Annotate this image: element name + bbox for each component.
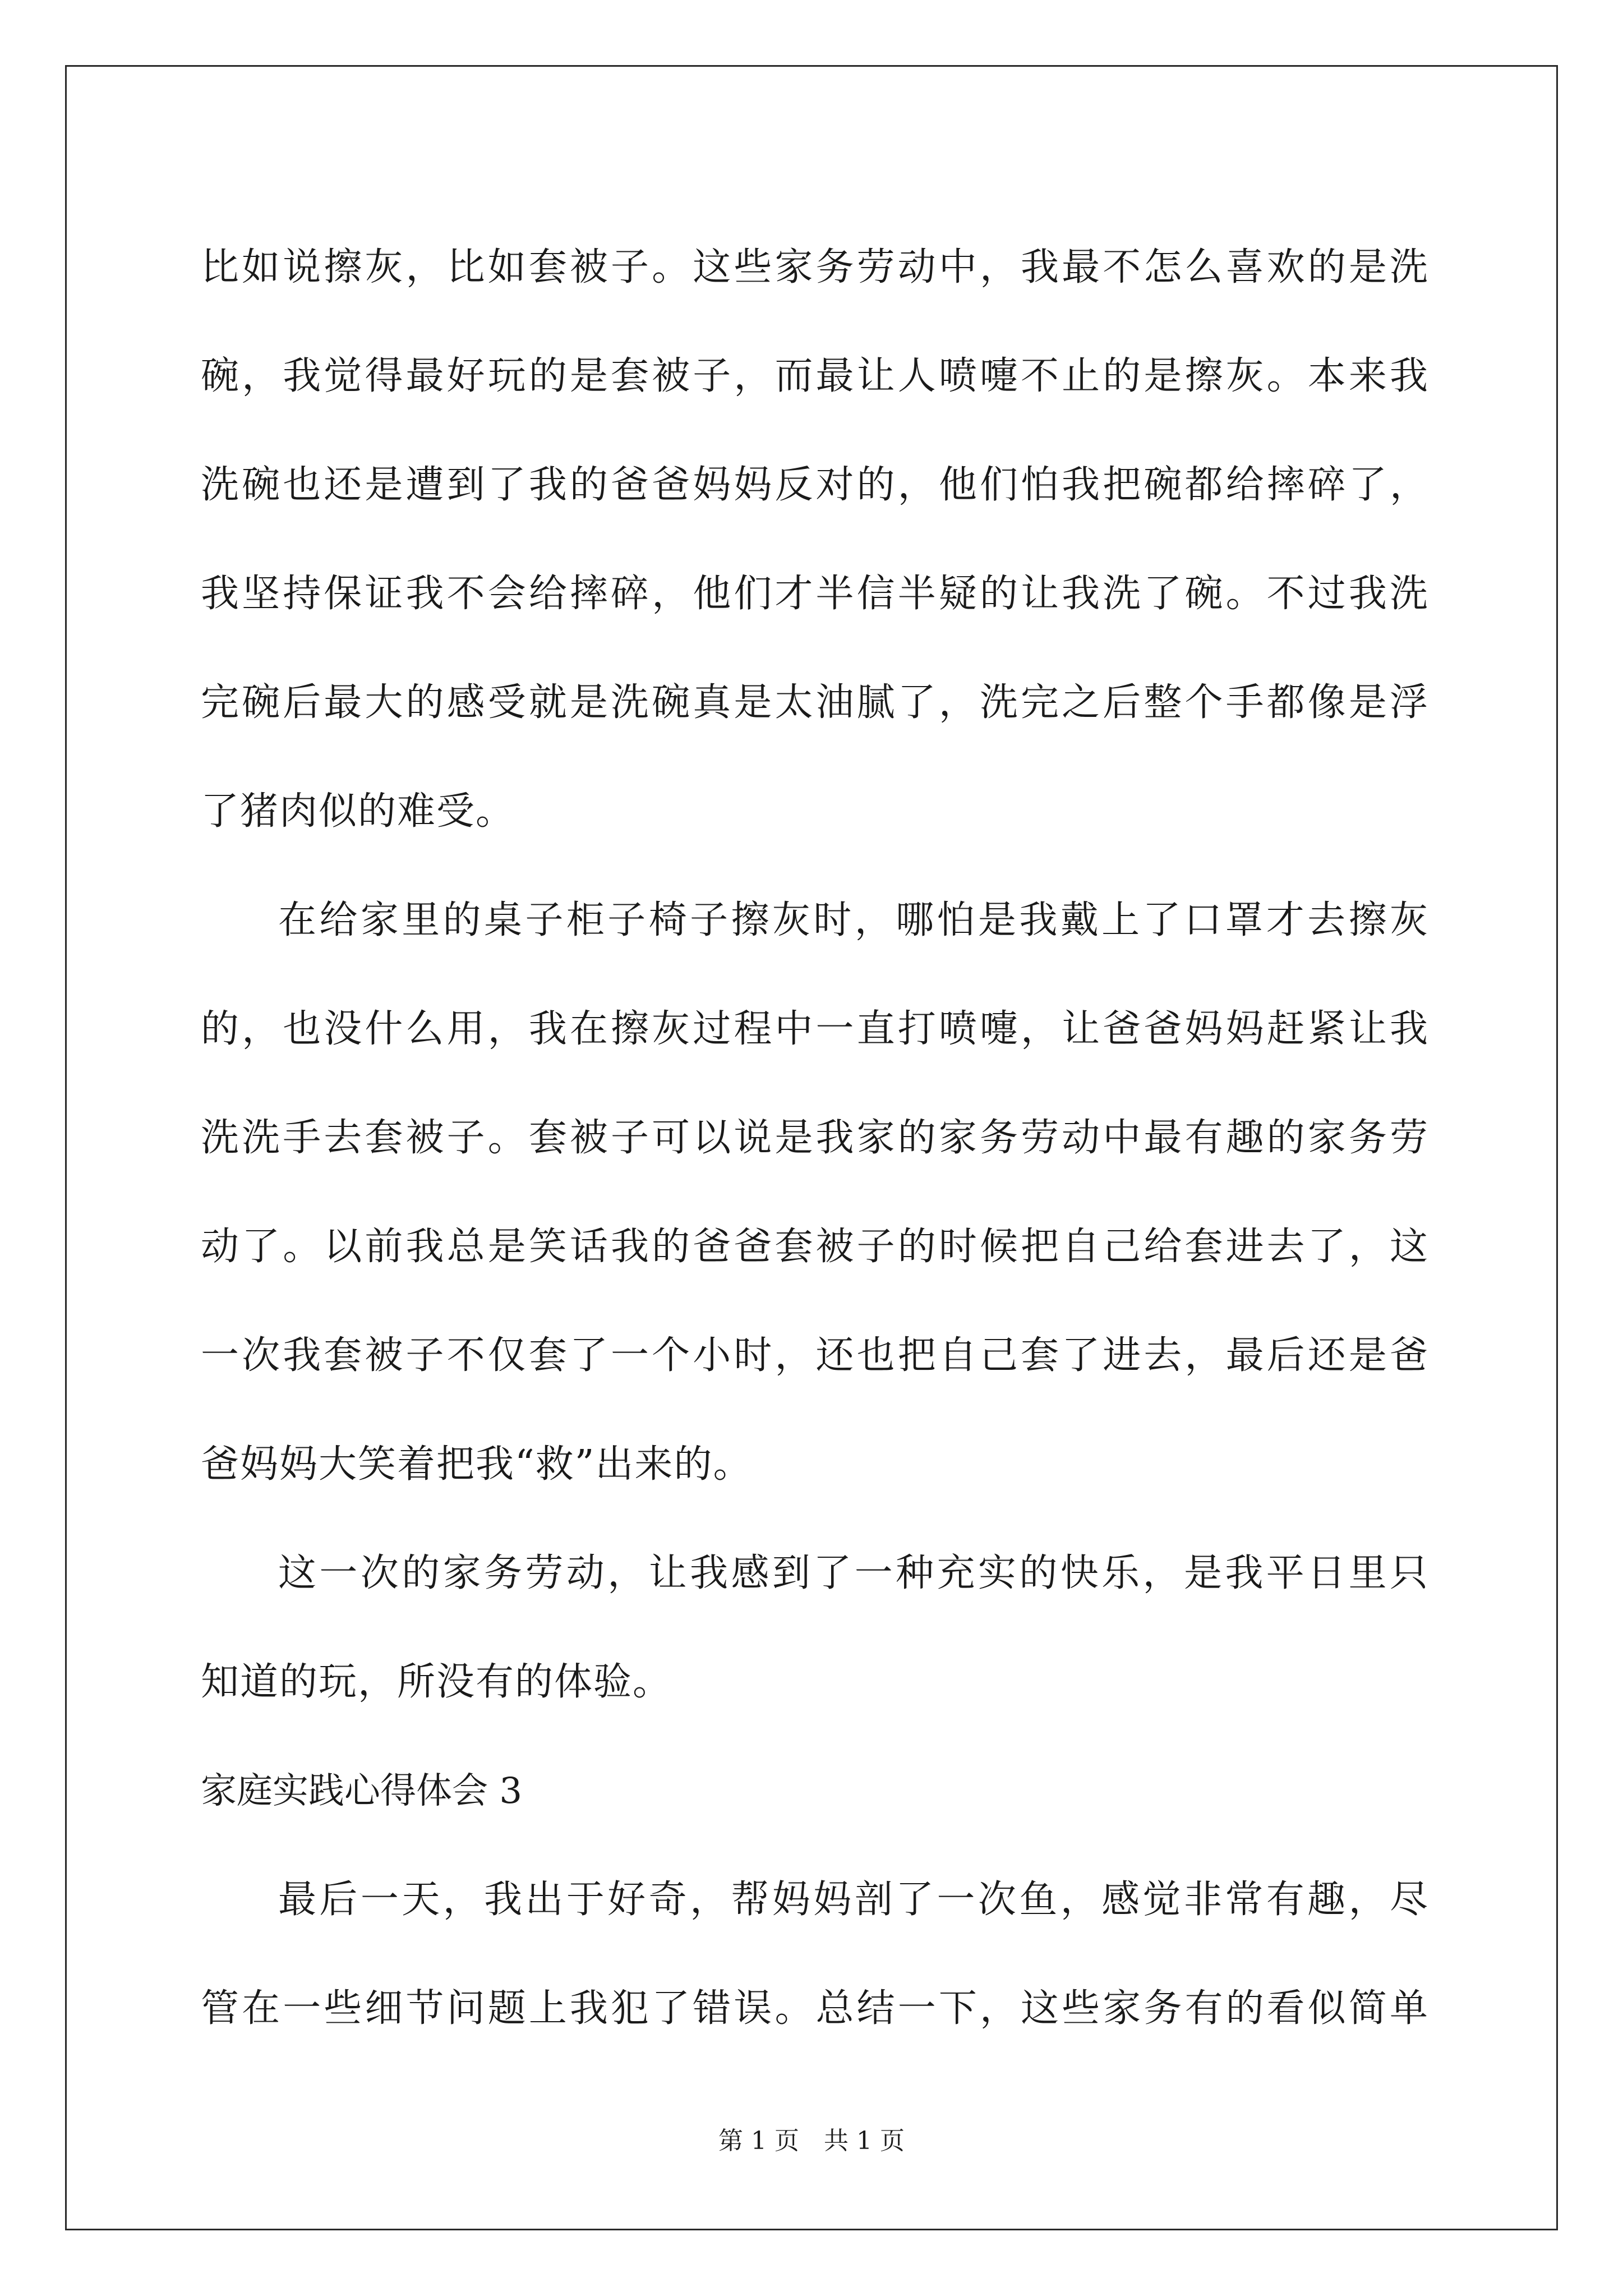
document-body [201,213,1429,2063]
text-line: 洗洗手去套被子。套被子可以说是我家的家务劳动中最有趣的家务劳 [201,1116,1429,1160]
text-line: 动了。以前我总是笑话我的爸爸套被子的时候把自己给套进去了，这 [201,1225,1429,1269]
text-line: 知道的玩，所没有的体验。 [201,1660,672,1704]
section-heading: 家庭实践心得体会 3 [201,1770,523,1812]
text-line: 爸妈妈大笑着把我“救”出来的。 [201,1442,753,1487]
text-line: 完碗后最大的感受就是洗碗真是太油腻了，洗完之后整个手都像是浮 [201,680,1429,725]
text-line: 洗碗也还是遭到了我的爸爸妈妈反对的，他们怕我把碗都给摔碎了， [201,463,1429,507]
text-line: 一次我套被子不仅套了一个小时，还也把自己套了进去，最后还是爸 [201,1333,1429,1378]
text-line: 的，也没什么用，我在擦灰过程中一直打喷嚏，让爸爸妈妈赶紧让我 [201,1007,1429,1051]
text-line: 比如说擦灰，比如套被子。这些家务劳动中，我最不怎么喜欢的是洗 [201,245,1429,289]
text-line: 最后一天，我出于好奇，帮妈妈剖了一次鱼，感觉非常有趣，尽 [278,1878,1429,1922]
page-number-footer: 第 1 页 共 1 页 [718,2127,905,2155]
text-line: 这一次的家务劳动，让我感到了一种充实的快乐，是我平日里只 [278,1551,1429,1595]
text-line: 管在一些细节问题上我犯了错误。总结一下，这些家务有的看似简单 [201,1986,1429,2031]
text-line: 我坚持保证我不会给摔碎，他们才半信半疑的让我洗了碗。不过我洗 [201,572,1429,616]
text-line: 碗，我觉得最好玩的是套被子，而最让人喷嚏不止的是擦灰。本来我 [201,354,1429,398]
text-line: 在给家里的桌子柜子椅子擦灰时，哪怕是我戴上了口罩才去擦灰 [278,898,1429,942]
text-line: 了猪肉似的难受。 [201,789,515,834]
